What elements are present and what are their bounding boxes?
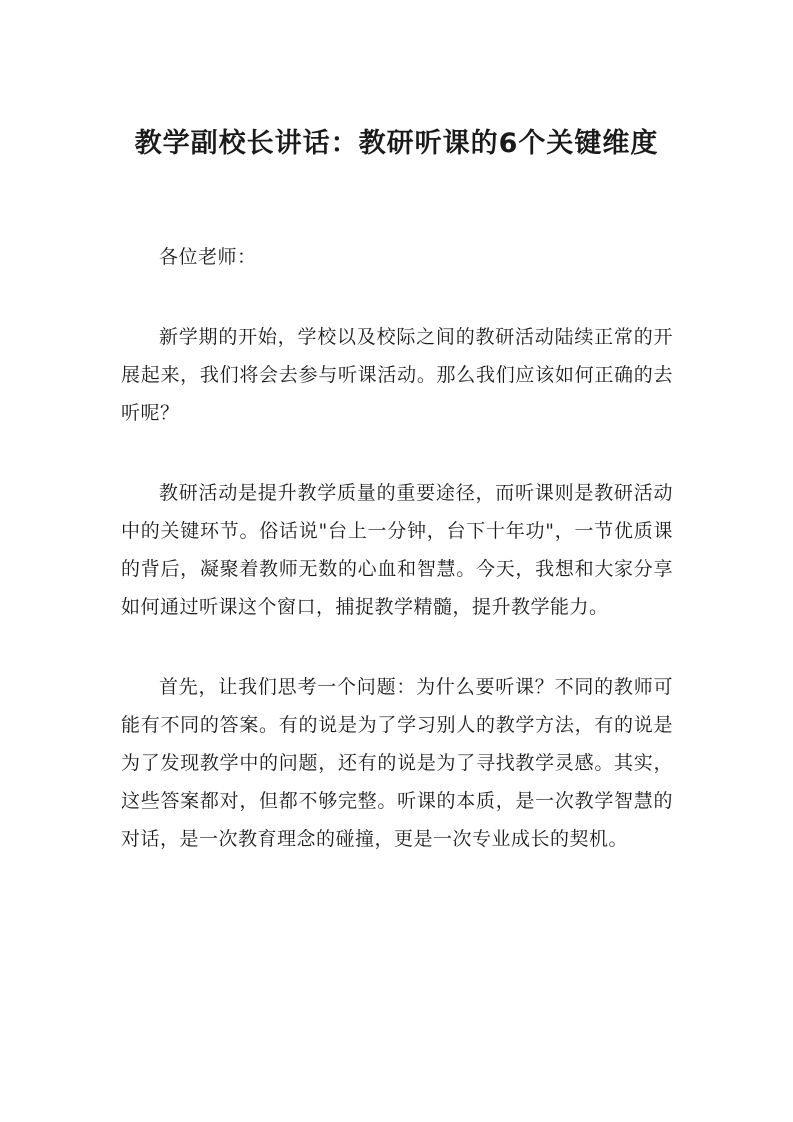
body-paragraph-3: 首先，让我们思考一个问题：为什么要听课？不同的教师可能有不同的答案。有的说是为了学习别人的教学方法，有的说是为了发现教学中的问题，还有的说是为了寻找教学灵感。其实，这些答案都对，但都不够完整。听课的本质，是一次教学智慧的对话，是一次教育理念的碰撞，更是一次专业成长的契机。 — [121, 676, 673, 850]
document-title: 教学副校长讲话：教研听课的6个关键维度 — [134, 128, 659, 159]
body-paragraph-1: 新学期的开始，学校以及校际之间的教研活动陆续正常的开展起来，我们将会去参与听课活动。那么我们应该如何正确的去听呢？ — [121, 326, 673, 424]
document-body — [121, 238, 673, 900]
body-paragraph-2: 教研活动是提升教学质量的重要途径，而听课则是教研活动中的关键环节。俗话说"台上一分钟，台下十年功"，一节优质课的背后，凝聚着教师无数的心血和智慧。今天，我想和大家分享如何通过听课这个窗口，捕捉教学精髓，提升教学能力。 — [121, 482, 673, 618]
salutation-paragraph: 各位老师： — [159, 246, 257, 268]
